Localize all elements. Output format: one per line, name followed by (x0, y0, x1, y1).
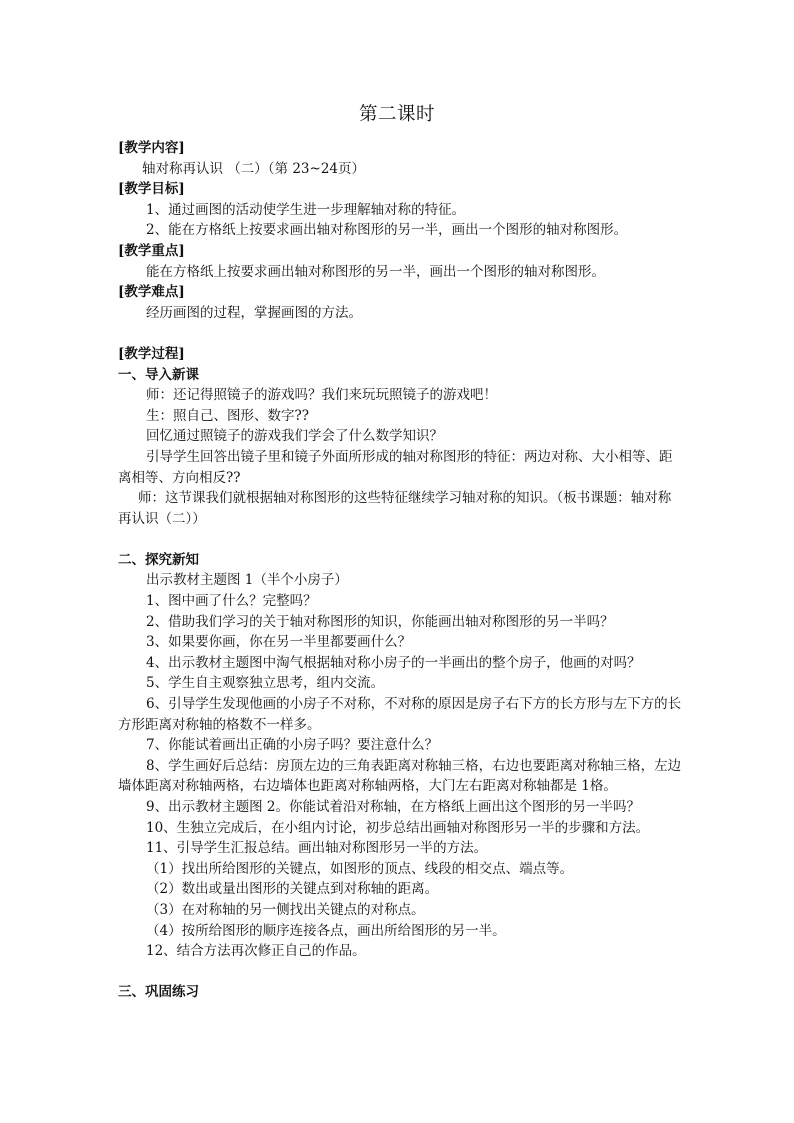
section-1-line: 师：还记得照镜子的游戏吗？我们来玩玩照镜子的游戏吧！ (146, 387, 497, 404)
section-2-item: （1）找出所给图形的关键点，如图形的顶点、线段的相交点、端点等。 (146, 860, 574, 877)
section-2-item: 2、借助我们学习的关于轴对称图形的知识，你能画出轴对称图形的另一半吗？ (146, 613, 614, 630)
difficulties-text: 经历画图的过程，掌握画图的方法。 (146, 304, 362, 321)
section-2-item: 9、出示教材主题图 2。你能试着沿对称轴，在方格纸上画出这个图形的另一半吗？ (146, 799, 640, 815)
section-1-heading: 一、导入新课 (118, 366, 199, 383)
page-title: 第二课时 (358, 104, 435, 125)
section-2-item: 11、引导学生汇报总结。画出轴对称图形另一半的方法。 (146, 840, 488, 857)
difficulties-heading: [教学难点] (118, 284, 185, 301)
section-2-heading: 二、探究新知 (118, 551, 199, 568)
goals-heading: [教学目标] (118, 181, 185, 198)
section-2-item: 4、出示教材主题图中淘气根据轴对称小房子的一半画出的整个房子，他画的对吗？ (146, 654, 641, 671)
section-2-paragraph: 6、引导学生发现他画的小房子不对称，不对称的原因是房子右下方的长方形与左下方的长方形距离对称轴的格数不一样多。 (118, 696, 682, 733)
section-2-item: 5、学生自主观察独立思考，组内交流。 (146, 675, 385, 692)
section-2-item: 3、如果要你画，你在另一半里都要画什么？ (146, 634, 412, 651)
goal-item: 2、能在方格纸上按要求画出轴对称图形的另一半，画出一个图形的轴对称图形。 (146, 222, 628, 239)
content-heading: [教学内容] (118, 140, 185, 156)
document-body (118, 138, 684, 1003)
section-2-item: 7、你能试着画出正确的小房子吗？要注意什么？ (146, 737, 439, 754)
section-1-line: 回忆通过照镜子的游戏我们学会了什么数学知识？ (146, 428, 443, 445)
process-heading: [教学过程] (118, 345, 185, 362)
section-3-heading: 三、巩固练习 (118, 984, 199, 1001)
key-points-heading: [教学重点] (118, 242, 185, 259)
section-2-item: （2）数出或量出图形的关键点到对称轴的距离。 (146, 881, 439, 898)
section-2-item: 12、结合方法再次修正自己的作品。 (146, 943, 366, 960)
section-1-paragraph: 师：这节课我们就根据轴对称图形的这些特征继续学习轴对称的知识。（板书课题：轴对称再认识（二）） (118, 490, 672, 527)
content-text: 轴对称再认识 （二）（第 23~24页） (142, 160, 366, 177)
section-1-paragraph: 引导学生回答出镜子里和镜子外面所形成的轴对称图形的特征：两边对称、大小相等、距离相等、方向相反?? (118, 448, 673, 486)
section-2-item: 1、图中画了什么？完整吗？ (146, 593, 317, 610)
section-2-item: 10、生独立完成后，在小组内讨论，初步总结出画轴对称图形另一半的步骤和方法。 (146, 819, 650, 836)
section-2-item: （4）按所给图形的顺序连接各点，画出所给图形的另一半。 (146, 922, 506, 939)
key-points-text: 能在方格纸上按要求画出轴对称图形的另一半，画出一个图形的轴对称图形。 (146, 263, 605, 280)
section-2-item: 出示教材主题图 1（半个小房子） (146, 572, 348, 589)
section-1-line: 生：照自己、图形、数字?? (146, 407, 309, 424)
goal-item: 1、通过画图的活动使学生进一步理解轴对称的特征。 (146, 201, 466, 218)
section-2-paragraph: 8、学生画好后总结：房顶左边的三角表距离对称轴三格，右边也要距离对称轴三格，左边墙体距离对称轴两格，右边墙体也距离对称轴两格，大门左右距离对称轴都是 1格。 (118, 757, 682, 795)
section-2-item: （3）在对称轴的另一侧找出关键点的对称点。 (146, 901, 425, 918)
